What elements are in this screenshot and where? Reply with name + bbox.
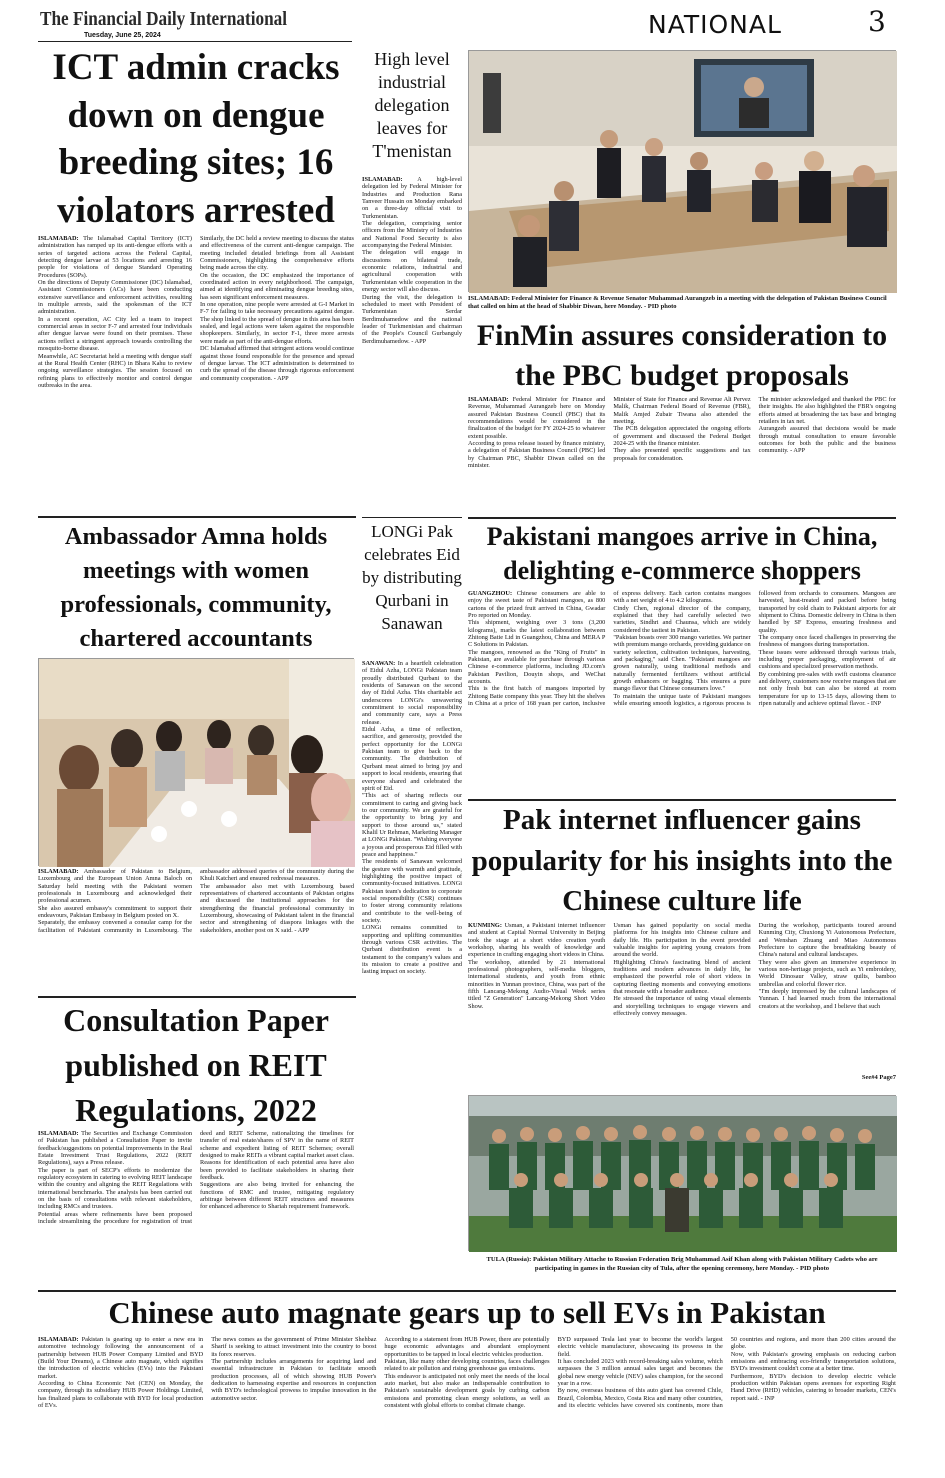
ict-body: ISLAMABAD: The Islamabad Capital Territory (ICT) administration has ramped up its anti-dengue efforts with a series of targeted actions across the Federal Capital, detecting dengue larvae at 53 locations and arresting 16 people for violations of dengue Standard Operating Procedures (SOPs). On the directions of Deputy Commissioner (DC) Islamabad, Assistant Commissioners (ACs) have been conducting extensive surveillance and enforcement activities, resulting in multiple arrests, said the spokesman of the ICT administration. In a recent operation, AC City led a team to inspect commercial areas in sector F-7 and arrested four individuals after dengue larvae were found on their premises. These actions reflect a stringent approach towards controlling the mosquito-borne disease. Meanwhile, AC Secretariat held a meeting with dengue staff at the Rural Health Center (RHC) in Bhara Kahu to review ongoing surveillance strategies. The session focused on refining plans to effectively monitor and control dengue outbreaks in the area. Similarly, the DC held a review meeting to discuss the status and effectiveness of the current anti-dengue campaign. The meeting included detailed briefings from all Assistant Commissioners, highlighting the comprehensive efforts being made across the city. On the occasion, the DC emphasized the importance of coordinated action in every neighborhood. The campaign, aimed at identifying and eliminating dengue breeding sites, has seen significant enforcement measures. In one operation, nine people were arrested at G-I Market in F-7 for failing to take necessary precautions against dengue. The shop linked to the spread of dengue in this area has been sealed, and legal actions were taken against the responsible shopkeepers. Similarly, in sector F-1, three more arrests were made as part of the anti-dengue efforts. DC Islamabad affirmed that stringent actions would continue against those found responsible for the presence and spread of dengue larvae. The ICT administration is determined to curb the spread of the disease through rigorous enforcement and community cooperation. - APP [38, 235, 354, 389]
finmin-photo-caption: ISLAMABAD: Federal Minister for Finance & Revenue Senator Muhammad Aurangzeb in a meeting with the delegation of Pakistan Business Council that called on him at the head of Shabbir Diwan, here Monday. - PID photo [468, 295, 887, 310]
influencer-continued: See#4 Page7 [861, 1074, 896, 1081]
reit-body: ISLAMABAD: The Securities and Exchange Commission of Pakistan has published a Consultation Paper to invite feedback/suggestions on potential improvements in the Real Estate Investment Trust Regulations, 2022 (REIT Regulations), says a Press release. The paper is part of SECP's efforts to modernize the regulatory ecosystem in catering to evolving REIT landscape within the country and aligning the REIT Regulations with international benchmarks. The analysis has been carried out on the basis of consultations with relevant stakeholders, including RMCs and trustees. Potential areas where refinements have been proposed include streamlining the procedure for registration of trust deed and REIT Scheme, rationalizing the timelines for transfer of real estate/shares of SPV in the name of REIT scheme and expedient listing of REIT Schemes; overall designed to make REITs a vibrant capital market asset class. Reasons for identification of each potential area have also been provided to facilitate stakeholders in sharing their feedback. Suggestions are also being invited for enhancing the functions of RMC and trustee, mitigating regulatory arbitrage between different REIT structures and measures for enhanced adherence to Shariah requirement framework. [38, 1130, 354, 1226]
longi-body: SANAWAN: In a heartfelt celebration of Eidul Azha, LONGi Pakistan team proudly distributed Qurbani to the residents of Sanawan on the second day of Eidul Azha. This charitable act underscores LONGi's unwavering commitment to social responsibility and community care, says a Press release. Eidul Azha, a time of reflection, sacrifice, and generosity, provided the perfect opportunity for the LONGi Pakistan team to give back to the community. The distribution of Qurbani meat aimed to bring joy and support to local residents, ensuring that everyone shared and celebrated the spirit of Eid. "This act of sharing reflects our commitment to caring and giving back to our community. We are grateful for the opportunity to bring joy and support to those around us," stated Khalil Ur Rehman, Marketing Manager at LONGi Pakistan. "Wishing everyone a joyous and prosperous Eid filled with peace and happiness." The residents of Sanawan welcomed the gesture with warmth and gratitude, highlighting the positive impact of community-focused initiatives. LONGi Pakistan team's dedication to corporate social responsibility (CSR) continues to foster strong community relations and contribute to the well-being of society. LONGi remains committed to supporting and uplifting communities through various CSR activities. The Qurbani distribution event is a testament to the company's values and its mission to create a positive and lasting impact on society. [362, 660, 462, 976]
influencer-headline: Pak internet influencer gains popularity for his insights into the Chinese culture life [471, 804, 893, 917]
tula-cadets-photo [468, 1095, 896, 1251]
finmin-body: ISLAMABAD: Federal Minister for Finance and Revenue, Muhammad Aurangzeb here on Monday assured Pakistan Business Council (PBC) that its recommendations would be considered in the finalization of the budget for FY 2024-25 to whatever extent possible. According to press release issued by finance ministry, a delegation of Pakistan Business Council (PBC) led by Chairman PBC, Shabbir Diwan called on the minister. Minister of State for Finance and Revenue Ali Pervez Malik, Chairman Federal Board of Revenue (FBR), Malik Amjed Zubair Tiwana also attended the meeting. The PCB delegation appreciated the ongoing efforts of government and discussed the Federal Budget 2024-25 with the finance minister. They also presented specific suggestions and tax proposals for consideration. The minister acknowledged and thanked the PBC for their insights. He also highlighted the FBR's ongoing efforts aimed at broadening the tax base and bringing retailers in tax net. Aurangzeb assured that decisions would be made through mutual consultation to ensure favorable outcomes for both the public and the business community. - APP [468, 396, 896, 470]
section-name: NATIONAL [648, 10, 782, 39]
masthead-paper-name: The Financial Daily International [40, 8, 288, 30]
masthead-date: Tuesday, June 25, 2024 [84, 32, 161, 39]
finmin-meeting-photo [468, 50, 896, 292]
longi-headline: LONGi Pak celebrates Eid by distributing Qurbani in Sanawan [362, 522, 462, 633]
ict-headline: ICT admin cracks down on dengue breeding sites; 16 violators arrested [52, 47, 340, 231]
ev-headline: Chinese auto magnate gears up to sell EVs in Pakistan [108, 1295, 826, 1330]
ev-body: ISLAMABAD: Pakistan is gearing up to enter a new era in automotive technology following the announcement of a partnership between HUB Power Company Limited and BYD (Build Your Dreams), a Chinese auto magnate, which signifies the introduction of electric vehicles (EVs) into the Pakistani market. According to China Economic Net (CEN) on Monday, the company, through its subsidiary HUB Power Holdings Limited, has finalized plans to collaborate with BYD for local production of EVs. The news comes as the government of Prime Minister Shehbaz Sharif is seeking to attract investment into the country to boost its forex reserves. The partnership includes arrangements for acquiring land and essential infrastructure in Pakistan to facilitate smooth production processes, all of which showing HUB Power's dedication to harnessing expertise and resources in conjunction with BYD's technological prowess to impulse innovation in the automotive sector. According to a statement from HUB Power, there are potentially huge economic advantages and abundant employment opportunities to be tapped in local electric vehicles production. Pakistan, like many other developing countries, faces challenges related to air pollution and rising greenhouse gas emissions. This endeavor is anticipated not only meet the needs of the local auto market, but also make an indispensable contribution to Pakistan's sustainable development goals by curbing carbon emissions and promoting clean energy solutions, as well as consistent with global efforts to combat climate change. BYD surpassed Tesla last year to become the world's largest electric vehicle manufacturer, showcasing its prowess in the field. It has concluded 2023 with record-breaking sales volume, which surpasses the 3 million annual sales target and becomes the global new energy vehicle (NEV) sales champion, for the second year in a row. By now, overseas business of this auto giant has covered Chile, Brazil, Colombia, Mexico, Costa Rica and many other countries, and its electric vehicles have covered six continents, more than 50 countries and regions, and more than 200 cities around the globe. Now, with Pakistan's growing emphasis on reducing carbon emissions and embracing eco-friendly transportation solutions, BYD's investment couldn't come at a better time. Furthermore, BYD's decision to develop electric vehicle production within Pakistan opens avenues for exporting Right Hand Drive (RHD) vehicles, catering to broader markets, CEN's report said. - INP [38, 1336, 896, 1410]
page-number: 3 [868, 5, 886, 38]
amna-meeting-photo [38, 658, 354, 866]
reit-headline: Consultation Paper published on REIT Regulations, 2022 [63, 1002, 329, 1128]
delegation-headline: High level industrial delegation leaves for T'menistan [372, 49, 452, 161]
delegation-body: ISLAMABAD: A high-level delegation led by Federal Minister for Industries and Production Rana Tanveer Hussain on Monday embarked on a three-day official visit to Turkmenistan. The delegation, comprising senior officers from the Ministry of Industries and National Food Security is also accompanying the Federal Minister. The delegation will engage in discussions on bilateral trade, economic relations, industrial and agricultural cooperation with Turkmenistan while cooperation in the energy sector will also discuss. During the visit, the delegation is scheduled to meet with President of Turkmenistan Serdar Berdimuhamedow and the national leader of Turkmenistan and chairman of the People's Council Gurbanguly Berdimuhamedow. - APP [362, 176, 462, 345]
tula-photo-caption: TULA (Russia): Pakistan Military Attache to Russian Federation Brig Muhammad Asif Khan along with Pakistan Military Cadets who are participating in games in the Russian city of Tula, after the opening ceremony, here Monday. - PID photo [486, 1256, 878, 1272]
amna-headline: Ambassador Amna holds meetings with women professionals, community, chartered accountants [60, 523, 332, 652]
mangoes-headline: Pakistani mangoes arrive in China, delighting e-commerce shoppers [486, 522, 878, 585]
influencer-body: KUNMING: Usman, a Pakistani internet influencer and student at Capital Normal University in Beijing took the stage at a short video creation youth workshop, sharing his wealth of knowledge and experience in crafting engaging short videos in China. The workshop, attended by 21 international professional photographers, self-media bloggers, international students, and youth from ethnic minorities in Yunnan province, China, was part of the fifth Lancang-Mekong Audio-Visual Week series titled "Z Generation" Lancang-Mekong Short Video Show. Usman has gained popularity on social media platforms for his insights into Chinese culture and daily life. His participation in the event provided valuable insights for aspiring young creators from around the world. Highlighting China's fascinating blend of ancient traditions and modern advances in daily life, he emphasized the powerful role of short videos in capturing fleeting moments and conveying emotions that resonate with a broader audience. He stressed the importance of using visual elements and storytelling techniques to engage viewers and effectively convey messages. During the workshop, participants toured around Kunming City, Chuxiong Yi Autonomous Prefecture, and Wenshan Zhuang and Miao Autonomous Prefecture to capture the breathtaking beauty of China's natural and cultural landscapes. They were also given an immersive experience in various non-heritage projects, such as Yi embroidery, World Dinosaur Valley, straw quilts, bamboo umbrellas and colorful flower rice. "I'm deeply impressed by the cultural landscapes of Yunnan. I had learned much from the international creators at the workshop, and I believe that such [468, 922, 896, 1018]
finmin-headline: FinMin assures consideration to the PBC budget proposals [476, 319, 888, 392]
amna-body: ISLAMABAD: Ambassador of Pakistan to Belgium, Luxembourg and the European Union Amna Baloch on Saturday held meeting with the Pakistani women professionals in Luxembourg and acknowledged their professional acumen. She also assured embassy's commitment to support their endeavours, Pakistan Embassy in Belgium posted on X. Separately, the embassy convened a consular camp for the facilitation of Pakistani community in Luxembourg. The ambassador addressed queries of the community during the Khuli Katcheri and ensured redressal measures. The ambassador also met with Luxembourg based representatives of chartered accountants of Pakistan origins and discussed the institutional approaches for the strengthening the financial professional community in Luxembourg, showcasing of Pakistani talent in the financial sector and strengthening of diaspora linkages with the stakeholders, another post on X said. - APP [38, 868, 354, 934]
mangoes-body: GUANGZHOU: Chinese consumers are able to enjoy the sweet taste of Pakistani mangoes, as 800 cartons of the prized fruit arrived in China, Gwadar Pro reported on Monday. This shipment, weighing over 3 tons (3,200 kilograms), marks the latest collaboration between Zhitong Batie Ltd in Guangzhou, China and MERA P C Solutions in Pakistan. The mangoes, renowned as the "King of Fruits" in Pakistan, are available for purchase through various Chinese e-commerce platforms, including JD.com's Pakistan Pavilion, Douyin shops, and WeChat accounts. This is the first batch of mangoes imported by Zhitong Batie company this year. They hit the shelves in China at a price of 168 yuan per carton, inclusive of express delivery. Each carton contains mangoes with a net weight of 4 to 4.2 kilograms. Cindy Chen, regional director of the company, explained that they had carefully selected two varieties, Sindhri and Chaunsa, which are widely considered the tastiest in Pakistan. "Pakistan boasts over 300 mango varieties. We partner with premium mango orchards, providing guidance on variety selection, cultivation techniques, harvesting, and packaging," said Chen. "Pakistani mangoes are grown naturally, using traditional methods and naturally fermented fertilizers without artificial growth enhancers or bagging. This ensures a pure mango flavor that Chinese consumers love." To maintain the unique taste of Pakistani mangoes while ensuring smooth logistics, a rigorous process is followed from orchards to consumers. Mangoes are harvested, heat-treated and packed before being transported by cold chain to Pakistani airports for air shipment to China. Domestic delivery in China is then handled by SF Express, ensuring freshness and quality. The company once faced challenges in preserving the freshness of mangoes during transportation. These issues were addressed through various trials, including proper packaging, employment of air cushions and specialized preservation methods. By combining pre-sales with swift customs clearance and delivery, customers now receive mangoes that are not only fresh but can also be stored at room temperature for up to 13-15 days, allowing them to ripen naturally and achieve optimal flavor. - INP [468, 590, 896, 708]
